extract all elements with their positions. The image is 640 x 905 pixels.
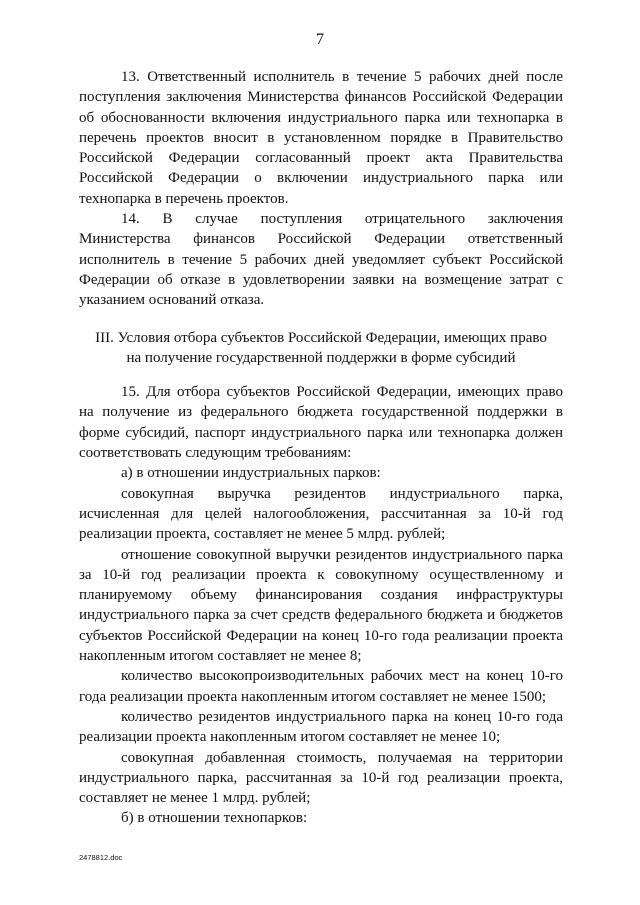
paragraph-13: 13. Ответственный исполнитель в течение 5 рабочих дней после поступления заключения Министерства финансов Российской Федерации об обоснованности включения индустриального парка или технопарка в перечень проектов вносит в установленном порядке в Правительство Российской Федерации согласованный проект акта Правительства Российской Федерации о включении индустриального парка или технопарка в перечень проектов. bbox=[79, 69, 563, 207]
paragraph-14: 14. В случае поступления отрицательного заключения Министерства финансов Российской Федерации ответственный исполнитель в течение 5 рабочих дней уведомляет субъект Российской Федерации об отказе в удовлетворении заявки на возмещение затрат с указанием оснований отказа. bbox=[79, 211, 563, 309]
section-heading bbox=[79, 328, 563, 369]
item-a-heading: а) в отношении индустриальных парков: bbox=[121, 465, 381, 482]
section-heading-line-2: на получение государственной поддержки в форме субсидий bbox=[126, 349, 516, 366]
footer-filename: 2478812.doc bbox=[79, 853, 123, 862]
item-a-requirement-3: количество высокопроизводительных рабочих мест на конец 10-го года реализации проекта накопленным итогом составляет не менее 1500; bbox=[79, 668, 563, 705]
paragraph-15-intro: 15. Для отбора субъектов Российской Федерации, имеющих право на получение из федерального бюджета государственной поддержки в форме субсидий, паспорт индустриального парка или технопарка должен соответствовать следующим требованиям: bbox=[79, 384, 563, 462]
item-a-requirement-4: количество резидентов индустриального парка на конец 10-го года реализации проекта накопленным итогом составляет не менее 10; bbox=[79, 708, 563, 746]
item-a-requirement-2: отношение совокупной выручки резидентов индустриального парка за 10-й год реализации проекта к совокупному осуществленному и планируемому объему финансирования создания инфраструктуры индустриального парка за счет средств федерального бюджета и бюджетов субъектов Российской Федерации на конец 10-го года реализации проекта накопленным итогом составляет не менее 8; bbox=[79, 546, 563, 665]
item-a-requirement-5: совокупная добавленная стоимость, получаемая на территории индустриального парка, рассчитанная за 10-й год реализации проекта, составляет не менее 1 млрд. рублей; bbox=[79, 749, 563, 807]
page-number: 7 bbox=[316, 31, 324, 48]
document-body bbox=[79, 67, 563, 829]
item-a-requirement-1: совокупная выручка резидентов индустриального парка, исчисленная для целей налогообложения, рассчитанная за 10-й год реализации проекта, составляет не менее 5 млрд. рублей; bbox=[79, 485, 563, 543]
item-b-heading: б) в отношении технопарков: bbox=[121, 810, 308, 827]
section-heading-line-1: III. Условия отбора субъектов Российской Федерации, имеющих право bbox=[95, 329, 547, 346]
